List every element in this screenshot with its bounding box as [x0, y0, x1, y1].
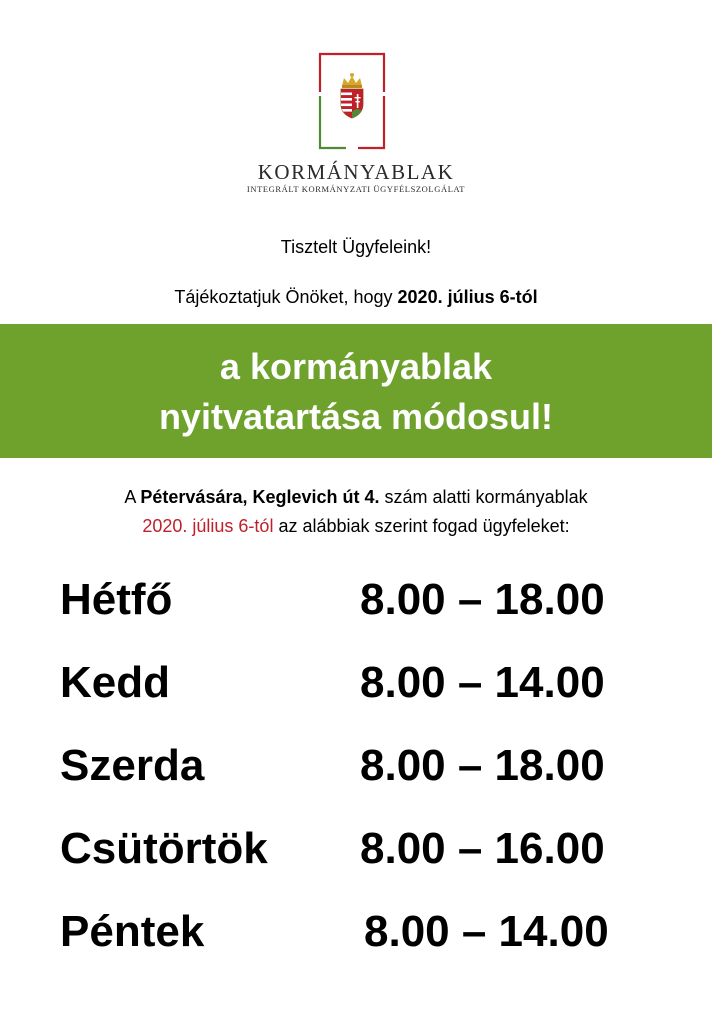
schedule-hours: 8.00 – 16.00 [360, 824, 605, 873]
brand-tagline: INTEGRÁLT KORMÁNYZATI ÜGYFÉLSZOLGÁLAT [246, 184, 466, 194]
schedule-hours: 8.00 – 14.00 [364, 907, 609, 956]
intro-text [0, 287, 712, 308]
schedule-day: Csütörtök [60, 824, 268, 873]
greeting: Tisztelt Ügyfeleink! [280, 237, 432, 257]
address-date: 2020. július 6-tól [142, 516, 274, 536]
schedule-row-wednesday [0, 741, 712, 801]
address-line-1 [0, 487, 712, 508]
brand-name: KORMÁNYABLAK [257, 160, 455, 184]
banner-line-2: nyitvatartása módosul! [158, 396, 554, 437]
schedule-hours: 8.00 – 14.00 [360, 658, 605, 707]
schedule-row-friday [0, 907, 712, 967]
announcement-banner [0, 324, 712, 458]
address-line-2 [0, 516, 712, 537]
address-prefix: A [124, 487, 141, 507]
intro-date: 2020. július 6-tól [397, 287, 538, 307]
banner-line-1: a kormányablak [219, 346, 493, 387]
schedule-day: Szerda [60, 741, 205, 790]
schedule-row-tuesday [0, 658, 712, 718]
schedule-day: Hétfő [60, 575, 173, 624]
intro-prefix: Tájékoztatjuk Önöket, hogy [174, 287, 398, 307]
schedule-row-thursday [0, 824, 712, 884]
schedule-day: Kedd [60, 658, 170, 707]
schedule-hours: 8.00 – 18.00 [360, 575, 605, 624]
address-rest: az alábbiak szerint fogad ügyfeleket: [273, 516, 570, 536]
address-suffix: szám alatti kormányablak [379, 487, 588, 507]
schedule-day: Péntek [60, 907, 205, 956]
kormanyablak-logo [318, 52, 386, 150]
schedule-hours: 8.00 – 18.00 [360, 741, 605, 790]
schedule-row-monday [0, 575, 712, 635]
hungarian-coat-of-arms-icon [318, 52, 386, 150]
address-place: Pétervására, Keglevich út 4. [140, 487, 380, 507]
